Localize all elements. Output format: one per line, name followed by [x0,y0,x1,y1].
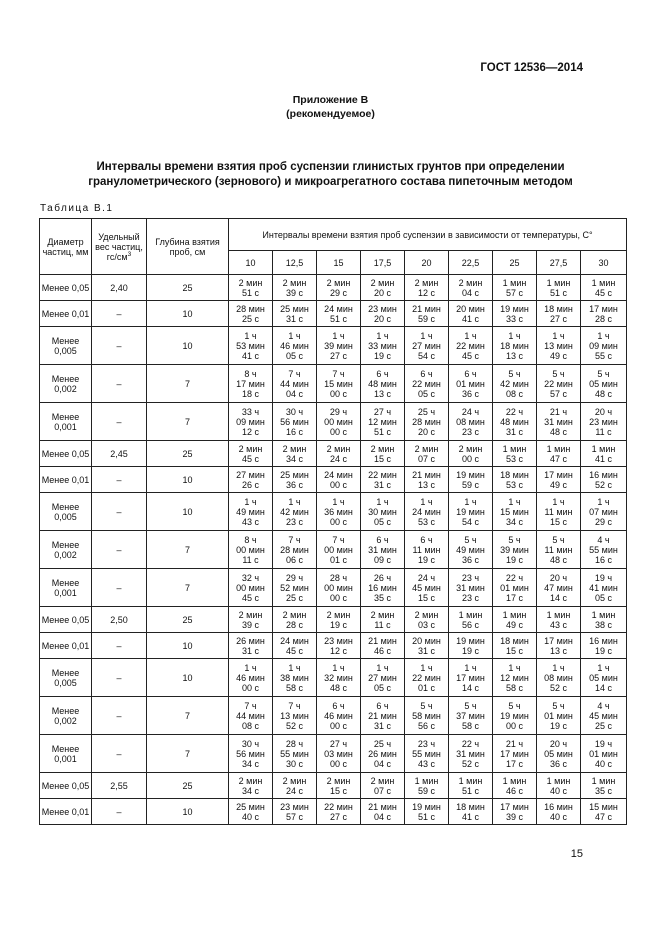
cell-interval: 27 ч 03 мин 00 с [317,735,361,773]
cell-interval: 1 ч 32 мин 48 с [317,659,361,697]
table-row [40,799,627,825]
cell-interval: 16 мин 19 с [581,633,627,659]
cell-interval: 7 ч 44 мин 04 с [273,365,317,403]
cell-diameter: Менее 0,05 [40,275,92,301]
main-title: Интервалы времени взятия проб суспензии глинистых грунтов при определении гранулометрического (зернового) и микроагрегатного состава пипеточным методом [88,161,573,188]
cell-interval: 18 мин 53 с [493,467,537,493]
cell-interval: 1 ч 22 мин 45 с [449,327,493,365]
cell-diameter: Менее 0,005 [40,493,92,531]
appendix-title: Приложение В [292,94,369,106]
cell-interval: 21 ч 31 мин 48 с [537,403,581,441]
cell-interval: 2 мин 00 с [449,441,493,467]
header-temperature: 12,5 [273,251,317,275]
cell-interval: 7 ч 13 мин 52 с [273,697,317,735]
cell-density: – [92,493,147,531]
cell-density: 2,45 [92,441,147,467]
cell-depth: 10 [147,327,229,365]
cell-interval: 1 ч 18 мин 13 с [493,327,537,365]
cell-interval: 1 мин 46 с [493,773,537,799]
cell-interval: 1 ч 46 мин 05 с [273,327,317,365]
cell-interval: 4 ч 45 мин 25 с [581,697,627,735]
cell-interval: 2 мин 07 с [361,773,405,799]
cell-interval: 16 мин 52 с [581,467,627,493]
cell-interval: 22 мин 27 с [317,799,361,825]
cell-diameter: Менее 0,05 [40,773,92,799]
cell-interval: 33 ч 09 мин 12 с [229,403,273,441]
cell-interval: 29 ч 52 мин 25 с [273,569,317,607]
doc-code: ГОСТ 12536—2014 [480,62,583,74]
cell-depth: 10 [147,799,229,825]
cell-interval: 22 ч 48 мин 31 с [493,403,537,441]
table-row [40,403,627,441]
table-row [40,633,627,659]
cell-depth: 25 [147,607,229,633]
cell-diameter: Менее 0,01 [40,301,92,327]
cell-depth: 25 [147,275,229,301]
cell-interval: 19 мин 59 с [449,467,493,493]
cell-interval: 19 мин 19 с [449,633,493,659]
cell-interval: 18 мин 41 с [449,799,493,825]
cell-diameter: Менее 0,002 [40,365,92,403]
cell-interval: 4 ч 55 мин 16 с [581,531,627,569]
cell-interval: 2 мин 03 с [405,607,449,633]
cell-interval: 23 ч 55 мин 43 с [405,735,449,773]
cell-interval: 1 ч 27 мин 05 с [361,659,405,697]
cell-diameter: Менее 0,005 [40,659,92,697]
header-temperature: 25 [493,251,537,275]
cell-interval: 20 ч 47 мин 14 с [537,569,581,607]
cell-interval: 2 мин 07 с [405,441,449,467]
cell-interval: 26 мин 31 с [229,633,273,659]
cell-interval: 2 мин 28 с [273,607,317,633]
cell-interval: 26 ч 16 мин 35 с [361,569,405,607]
cell-interval: 6 ч 01 мин 36 с [449,365,493,403]
cell-interval: 2 мин 39 с [273,275,317,301]
cell-interval: 2 мин 24 с [317,441,361,467]
cell-interval: 18 мин 27 с [537,301,581,327]
cell-interval: 24 ч 08 мин 23 с [449,403,493,441]
cell-interval: 1 мин 53 с [493,441,537,467]
cell-diameter: Менее 0,05 [40,441,92,467]
cell-interval: 5 ч 42 мин 08 с [493,365,537,403]
table-row [40,441,627,467]
cell-interval: 1 ч 42 мин 23 с [273,493,317,531]
cell-interval: 27 мин 26 с [229,467,273,493]
cell-interval: 22 ч 01 мин 17 с [493,569,537,607]
cell-density: – [92,403,147,441]
header-density-sup: 3 [127,250,132,258]
header-temperature: 17,5 [361,251,405,275]
cell-interval: 1 мин 51 с [449,773,493,799]
cell-interval: 17 мин 28 с [581,301,627,327]
cell-interval: 7 ч 15 мин 00 с [317,365,361,403]
cell-interval: 5 ч 01 мин 19 с [537,697,581,735]
cell-interval: 1 мин 49 с [493,607,537,633]
cell-diameter: Менее 0,01 [40,799,92,825]
cell-interval: 25 ч 28 мин 20 с [405,403,449,441]
table-row [40,531,627,569]
cell-interval: 24 мин 45 с [273,633,317,659]
cell-interval: 24 ч 45 мин 15 с [405,569,449,607]
cell-interval: 1 ч 27 мин 54 с [405,327,449,365]
cell-interval: 20 ч 23 мин 11 с [581,403,627,441]
cell-interval: 1 ч 05 мин 14 с [581,659,627,697]
cell-interval: 25 мин 31 с [273,301,317,327]
cell-interval: 5 ч 49 мин 36 с [449,531,493,569]
table-row [40,569,627,607]
cell-interval: 1 ч 07 мин 29 с [581,493,627,531]
cell-interval: 19 ч 41 мин 05 с [581,569,627,607]
cell-interval: 23 мин 57 с [273,799,317,825]
cell-interval: 8 ч 00 мин 11 с [229,531,273,569]
cell-density: – [92,697,147,735]
table-row [40,773,627,799]
table-row [40,467,627,493]
cell-diameter: Менее 0,002 [40,531,92,569]
cell-interval: 1 ч 09 мин 55 с [581,327,627,365]
cell-interval: 1 мин 45 с [581,275,627,301]
cell-depth: 25 [147,441,229,467]
cell-interval: 2 мин 51 с [229,275,273,301]
cell-depth: 10 [147,633,229,659]
cell-density: – [92,735,147,773]
cell-interval: 18 мин 15 с [493,633,537,659]
cell-interval: 1 ч 39 мин 27 с [317,327,361,365]
cell-interval: 30 ч 56 мин 34 с [229,735,273,773]
cell-interval: 1 мин 40 с [537,773,581,799]
cell-diameter: Менее 0,05 [40,607,92,633]
cell-interval: 21 мин 59 с [405,301,449,327]
cell-interval: 6 ч 31 мин 09 с [361,531,405,569]
cell-depth: 7 [147,735,229,773]
cell-interval: 19 мин 51 с [405,799,449,825]
cell-interval: 23 ч 31 мин 23 с [449,569,493,607]
cell-density: – [92,531,147,569]
cell-interval: 21 ч 17 мин 17 с [493,735,537,773]
page-number: 15 [570,848,583,860]
cell-interval: 6 ч 22 мин 05 с [405,365,449,403]
cell-depth: 10 [147,301,229,327]
cell-interval: 21 мин 13 с [405,467,449,493]
cell-interval: 5 ч 22 мин 57 с [537,365,581,403]
table-row [40,735,627,773]
cell-diameter: Менее 0,001 [40,403,92,441]
cell-interval: 7 ч 44 мин 08 с [229,697,273,735]
cell-density: – [92,467,147,493]
cell-interval: 25 мин 40 с [229,799,273,825]
cell-interval: 30 ч 56 мин 16 с [273,403,317,441]
cell-density: – [92,633,147,659]
header-temperature: 10 [229,251,273,275]
cell-interval: 6 ч 11 мин 19 с [405,531,449,569]
cell-interval: 5 ч 11 мин 48 с [537,531,581,569]
header-diameter: Диаметр частиц, мм [40,219,92,275]
table-label: Таблица В.1 [40,203,114,214]
cell-interval: 1 ч 30 мин 05 с [361,493,405,531]
cell-interval: 1 мин 59 с [405,773,449,799]
cell-interval: 5 ч 19 мин 00 с [493,697,537,735]
cell-interval: 1 ч 12 мин 58 с [493,659,537,697]
cell-interval: 28 ч 55 мин 30 с [273,735,317,773]
cell-interval: 1 ч 24 мин 53 с [405,493,449,531]
cell-interval: 1 мин 56 с [449,607,493,633]
cell-interval: 23 мин 20 с [361,301,405,327]
cell-interval: 2 мин 11 с [361,607,405,633]
header-temperature: 30 [581,251,627,275]
cell-interval: 19 мин 33 с [493,301,537,327]
cell-interval: 15 мин 47 с [581,799,627,825]
cell-depth: 7 [147,531,229,569]
cell-interval: 2 мин 12 с [405,275,449,301]
cell-interval: 19 ч 01 мин 40 с [581,735,627,773]
cell-interval: 1 ч 08 мин 52 с [537,659,581,697]
cell-interval: 2 мин 24 с [273,773,317,799]
cell-diameter: Менее 0,001 [40,735,92,773]
cell-interval: 17 мин 39 с [493,799,537,825]
cell-interval: 23 мин 12 с [317,633,361,659]
cell-density: – [92,301,147,327]
cell-density: 2,55 [92,773,147,799]
intervals-table [39,218,627,825]
cell-interval: 1 ч 19 мин 54 с [449,493,493,531]
header-temperature: 22,5 [449,251,493,275]
cell-interval: 6 ч 21 мин 31 с [361,697,405,735]
cell-interval: 25 ч 26 мин 04 с [361,735,405,773]
appendix-heading [0,93,661,121]
cell-interval: 1 ч 13 мин 49 с [537,327,581,365]
table-row [40,697,627,735]
cell-interval: 7 ч 28 мин 06 с [273,531,317,569]
cell-interval: 32 ч 00 мин 45 с [229,569,273,607]
cell-density: 2,40 [92,275,147,301]
cell-interval: 1 мин 35 с [581,773,627,799]
cell-interval: 6 ч 46 мин 00 с [317,697,361,735]
cell-interval: 2 мин 20 с [361,275,405,301]
cell-interval: 2 мин 04 с [449,275,493,301]
cell-interval: 1 мин 41 с [581,441,627,467]
header-temperature: 20 [405,251,449,275]
cell-depth: 10 [147,659,229,697]
cell-interval: 1 мин 38 с [581,607,627,633]
cell-interval: 1 ч 49 мин 43 с [229,493,273,531]
cell-diameter: Менее 0,002 [40,697,92,735]
cell-interval: 5 ч 58 мин 56 с [405,697,449,735]
cell-diameter: Менее 0,005 [40,327,92,365]
cell-interval: 2 мин 34 с [273,441,317,467]
table-row [40,365,627,403]
cell-interval: 2 мин 29 с [317,275,361,301]
cell-interval: 1 ч 17 мин 14 с [449,659,493,697]
header-intervals: Интервалы времени взятия проб суспензии в зависимости от температуры, С° [229,219,627,251]
cell-interval: 7 ч 00 мин 01 с [317,531,361,569]
cell-interval: 24 мин 51 с [317,301,361,327]
cell-depth: 10 [147,467,229,493]
header-depth: Глубина взятия проб, см [147,219,229,275]
cell-density: 2,50 [92,607,147,633]
table-row [40,327,627,365]
cell-interval: 2 мин 34 с [229,773,273,799]
cell-interval: 1 мин 57 с [493,275,537,301]
table-row [40,493,627,531]
cell-interval: 5 ч 05 мин 48 с [581,365,627,403]
cell-interval: 20 мин 41 с [449,301,493,327]
cell-interval: 1 ч 38 мин 58 с [273,659,317,697]
cell-depth: 7 [147,697,229,735]
cell-interval: 8 ч 17 мин 18 с [229,365,273,403]
cell-density: – [92,799,147,825]
cell-interval: 17 мин 49 с [537,467,581,493]
header-density [92,219,147,275]
cell-interval: 20 ч 05 мин 36 с [537,735,581,773]
cell-interval: 25 мин 36 с [273,467,317,493]
cell-interval: 21 мин 46 с [361,633,405,659]
cell-interval: 29 ч 00 мин 00 с [317,403,361,441]
cell-interval: 1 ч 15 мин 34 с [493,493,537,531]
cell-interval: 17 мин 13 с [537,633,581,659]
cell-interval: 2 мин 19 с [317,607,361,633]
cell-interval: 1 мин 43 с [537,607,581,633]
table-row [40,659,627,697]
cell-interval: 2 мин 39 с [229,607,273,633]
cell-diameter: Менее 0,001 [40,569,92,607]
table-row [40,275,627,301]
cell-interval: 1 ч 22 мин 01 с [405,659,449,697]
cell-depth: 7 [147,569,229,607]
cell-interval: 16 мин 40 с [537,799,581,825]
cell-interval: 21 мин 04 с [361,799,405,825]
table-row [40,301,627,327]
cell-diameter: Менее 0,01 [40,467,92,493]
cell-interval: 5 ч 39 мин 19 с [493,531,537,569]
cell-interval: 1 ч 33 мин 19 с [361,327,405,365]
table-row [40,607,627,633]
cell-interval: 2 мин 15 с [361,441,405,467]
appendix-subtitle: (рекомендуемое) [286,108,375,120]
header-temperature: 15 [317,251,361,275]
cell-depth: 25 [147,773,229,799]
cell-interval: 27 ч 12 мин 51 с [361,403,405,441]
cell-density: – [92,659,147,697]
cell-interval: 1 мин 47 с [537,441,581,467]
cell-interval: 22 мин 31 с [361,467,405,493]
cell-interval: 6 ч 48 мин 13 с [361,365,405,403]
cell-density: – [92,327,147,365]
cell-interval: 24 мин 00 с [317,467,361,493]
header-density-text: Удельный вес частиц, гс/см [95,231,143,262]
cell-interval: 2 мин 45 с [229,441,273,467]
cell-depth: 7 [147,365,229,403]
cell-interval: 1 ч 36 мин 00 с [317,493,361,531]
cell-interval: 1 ч 46 мин 00 с [229,659,273,697]
cell-interval: 1 мин 51 с [537,275,581,301]
cell-interval: 22 ч 31 мин 52 с [449,735,493,773]
cell-interval: 5 ч 37 мин 58 с [449,697,493,735]
cell-density: – [92,569,147,607]
cell-density: – [92,365,147,403]
cell-interval: 28 ч 00 мин 00 с [317,569,361,607]
cell-interval: 20 мин 31 с [405,633,449,659]
cell-interval: 2 мин 15 с [317,773,361,799]
cell-diameter: Менее 0,01 [40,633,92,659]
cell-depth: 10 [147,493,229,531]
cell-interval: 1 ч 11 мин 15 с [537,493,581,531]
cell-interval: 28 мин 25 с [229,301,273,327]
header-temperature: 27,5 [537,251,581,275]
cell-interval: 1 ч 53 мин 41 с [229,327,273,365]
cell-depth: 7 [147,403,229,441]
